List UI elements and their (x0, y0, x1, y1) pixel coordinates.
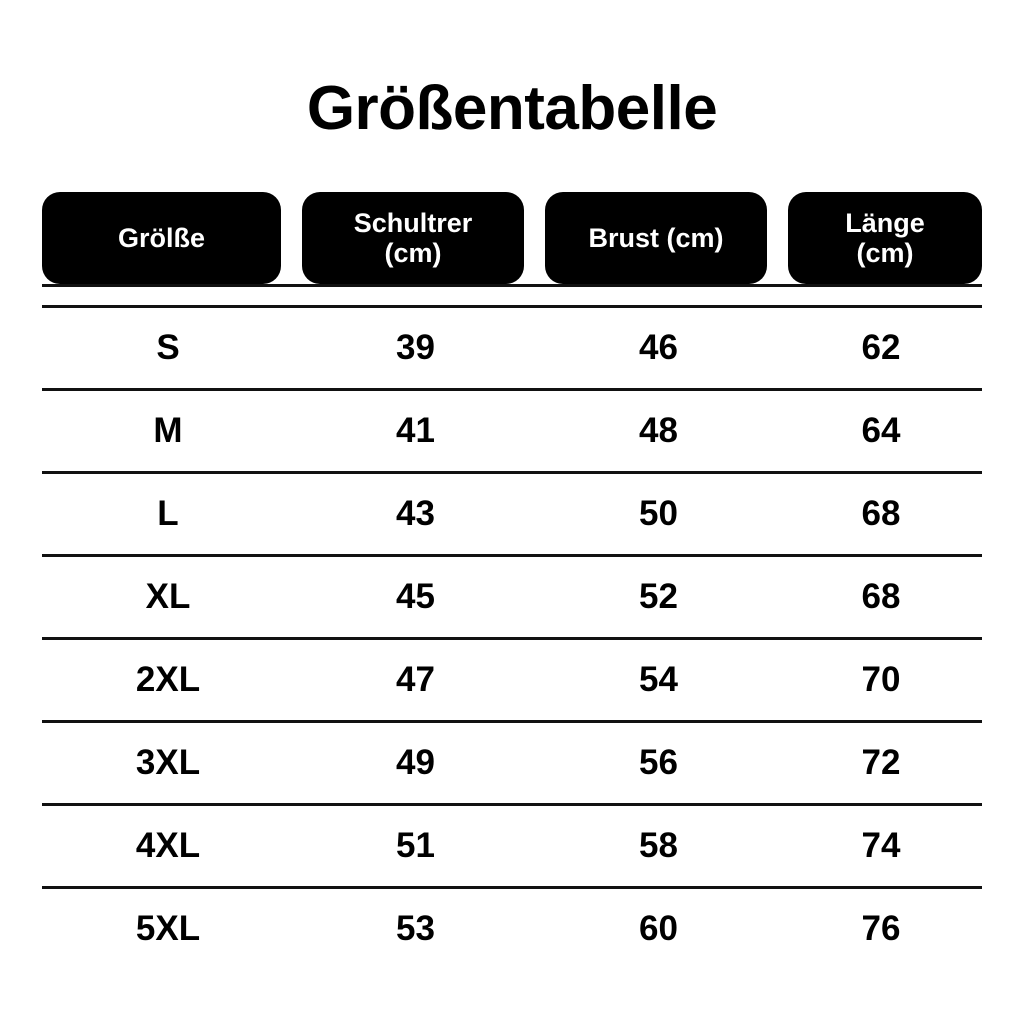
cell-size: S (42, 305, 294, 388)
page-title: Größentabelle (306, 74, 718, 143)
cell-size: M (42, 388, 294, 471)
cell-length: 76 (780, 886, 982, 969)
cell-shoulder: 49 (294, 720, 537, 803)
cell-length: 72 (780, 720, 982, 803)
column-header-chest (537, 192, 780, 284)
cell-shoulder: 51 (294, 803, 537, 886)
cell-size: 2XL (42, 637, 294, 720)
column-header-shoulder (294, 192, 537, 284)
column-header-length-line1: Länge (845, 207, 925, 238)
header-gap (42, 284, 982, 305)
size-table-container (42, 140, 982, 969)
table-header (42, 192, 982, 284)
cell-chest: 60 (537, 886, 780, 969)
cell-chest: 50 (537, 471, 780, 554)
cell-chest: 56 (537, 720, 780, 803)
table-header-row (42, 192, 982, 284)
cell-size: L (42, 471, 294, 554)
column-header-length (780, 192, 982, 284)
table-row (42, 471, 982, 554)
cell-shoulder: 53 (294, 886, 537, 969)
column-header-size (42, 192, 294, 284)
cell-chest: 48 (537, 388, 780, 471)
cell-chest: 54 (537, 637, 780, 720)
cell-chest: 52 (537, 554, 780, 637)
cell-shoulder: 39 (294, 305, 537, 388)
cell-length: 70 (780, 637, 982, 720)
column-header-shoulder-line1: Schultrer (353, 207, 473, 238)
cell-length: 62 (780, 305, 982, 388)
column-header-length-label (845, 208, 925, 268)
cell-shoulder: 47 (294, 637, 537, 720)
cell-size: 4XL (42, 803, 294, 886)
cell-shoulder: 41 (294, 388, 537, 471)
table-row (42, 803, 982, 886)
cell-size: 5XL (42, 886, 294, 969)
column-header-shoulder-line2: (cm) (384, 238, 442, 268)
column-header-length-line2: (cm) (856, 238, 914, 268)
column-header-size-label: Grölße (117, 222, 205, 253)
cell-shoulder: 43 (294, 471, 537, 554)
cell-length: 74 (780, 803, 982, 886)
cell-chest: 58 (537, 803, 780, 886)
column-header-chest-label: Brust (cm) (588, 222, 724, 253)
cell-shoulder: 45 (294, 554, 537, 637)
size-table (42, 192, 982, 969)
cell-chest: 46 (537, 305, 780, 388)
table-body (42, 284, 982, 969)
cell-length: 64 (780, 388, 982, 471)
table-row (42, 305, 982, 388)
cell-length: 68 (780, 554, 982, 637)
table-row (42, 637, 982, 720)
column-header-shoulder-label (354, 208, 473, 268)
cell-size: XL (42, 554, 294, 637)
table-row (42, 388, 982, 471)
cell-size: 3XL (42, 720, 294, 803)
cell-length: 68 (780, 471, 982, 554)
table-row (42, 886, 982, 969)
table-row (42, 554, 982, 637)
table-row (42, 720, 982, 803)
